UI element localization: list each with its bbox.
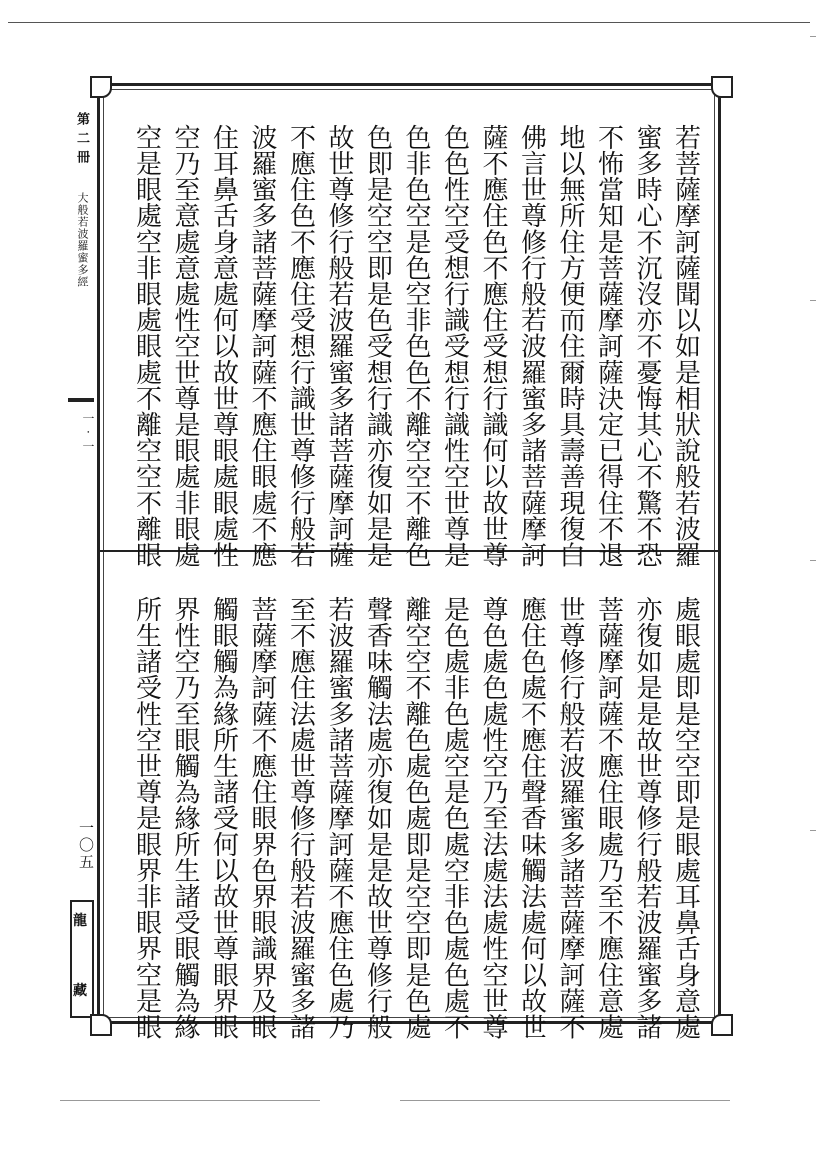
text-column: 蜜多時心不沉沒亦不憂悔其心不驚不恐	[632, 124, 662, 568]
seal-char: 藏	[73, 983, 87, 999]
text-column: 空是眼處空非眼處眼處不離空空不離眼	[131, 124, 162, 568]
frame-corner-ornament	[711, 76, 733, 98]
text-column: 不怖當知是菩薩摩訶薩決定已得住不退	[593, 124, 624, 568]
text-column: 色非色空是色空非色色不離空空不離色	[401, 124, 431, 568]
scan-noise	[60, 1100, 320, 1101]
text-column: 不應住色不應住受想行識世尊修行般若	[285, 124, 316, 568]
sutra-title: 大般若波羅蜜多經	[76, 192, 89, 288]
text-column: 所生諸受性空世尊是眼界非眼界空是眼	[131, 596, 162, 1040]
text-column: 應住色處不應住聲香味觸法處何以故世	[516, 596, 547, 1040]
text-column: 尊色處色處性空乃至法處法處性空世尊	[478, 596, 508, 1040]
text-column: 佛言世尊修行般若波羅蜜多諸菩薩摩訶	[516, 124, 547, 568]
text-column: 至不應住法處世尊修行般若波羅蜜多諸	[285, 596, 316, 1040]
text-column: 世尊修行般若波羅蜜多諸菩薩摩訶薩不	[555, 596, 585, 1040]
text-column: 菩薩摩訶薩不應住眼界色界眼識界及眼	[247, 596, 277, 1040]
frame-corner-ornament	[90, 1014, 112, 1036]
text-column: 地以無所住方便而住爾時具壽善現復白	[555, 124, 585, 568]
edge-mark	[810, 36, 816, 37]
text-column: 住耳鼻舌身意處何以故世尊眼處眼處性	[208, 124, 239, 568]
text-column: 色即是空空即是色受想行識亦復如是是	[362, 124, 393, 568]
fold-mark	[68, 398, 94, 412]
text-column: 波羅蜜多諸菩薩摩訶薩不應住眼處不應	[247, 124, 277, 568]
text-column: 處眼處即是空空即是眼處耳鼻舌身意處	[670, 596, 701, 1040]
seal-char: 龍	[73, 913, 87, 929]
text-column: 亦復如是是故世尊修行般若波羅蜜多諸	[632, 596, 662, 1040]
text-column: 觸眼觸為緣所生諸受何以故世尊眼界眼	[208, 596, 239, 1040]
text-column: 界性空乃至眼觸為緣所生諸受眼觸為緣	[170, 596, 200, 1040]
edge-mark	[810, 830, 816, 831]
volume-label: 第二冊	[74, 112, 89, 169]
text-column: 若波羅蜜多諸菩薩摩訶薩不應住色處乃	[324, 596, 354, 1040]
edge-mark	[810, 560, 816, 561]
top-rule	[8, 22, 810, 23]
text-column: 故世尊修行般若波羅蜜多諸菩薩摩訶薩	[324, 124, 354, 568]
section-label: 一·一	[81, 412, 95, 458]
frame-corner-ornament	[90, 76, 112, 98]
text-column: 若菩薩摩訶薩聞以如是相狀說般若波羅	[670, 124, 701, 568]
text-column: 離空空不離色處色處即是空空即是色處	[401, 596, 431, 1040]
text-column: 是色處非色處空是色處空非色處色處不	[439, 596, 470, 1040]
edge-mark	[810, 300, 816, 301]
text-column: 色色性空受想行識受想行識性空世尊是	[439, 124, 470, 568]
text-column: 菩薩摩訶薩不應住眼處乃至不應住意處	[593, 596, 624, 1040]
text-column: 薩不應住色不應住受想行識何以故世尊	[478, 124, 508, 568]
text-column: 空乃至意處意處性空世尊是眼處非眼處	[170, 124, 200, 568]
page-number: 一〇五	[77, 820, 95, 871]
text-column: 聲香味觸法處亦復如是是故世尊修行般	[362, 596, 393, 1040]
scan-noise	[400, 1100, 730, 1101]
frame-corner-ornament	[711, 1014, 733, 1036]
